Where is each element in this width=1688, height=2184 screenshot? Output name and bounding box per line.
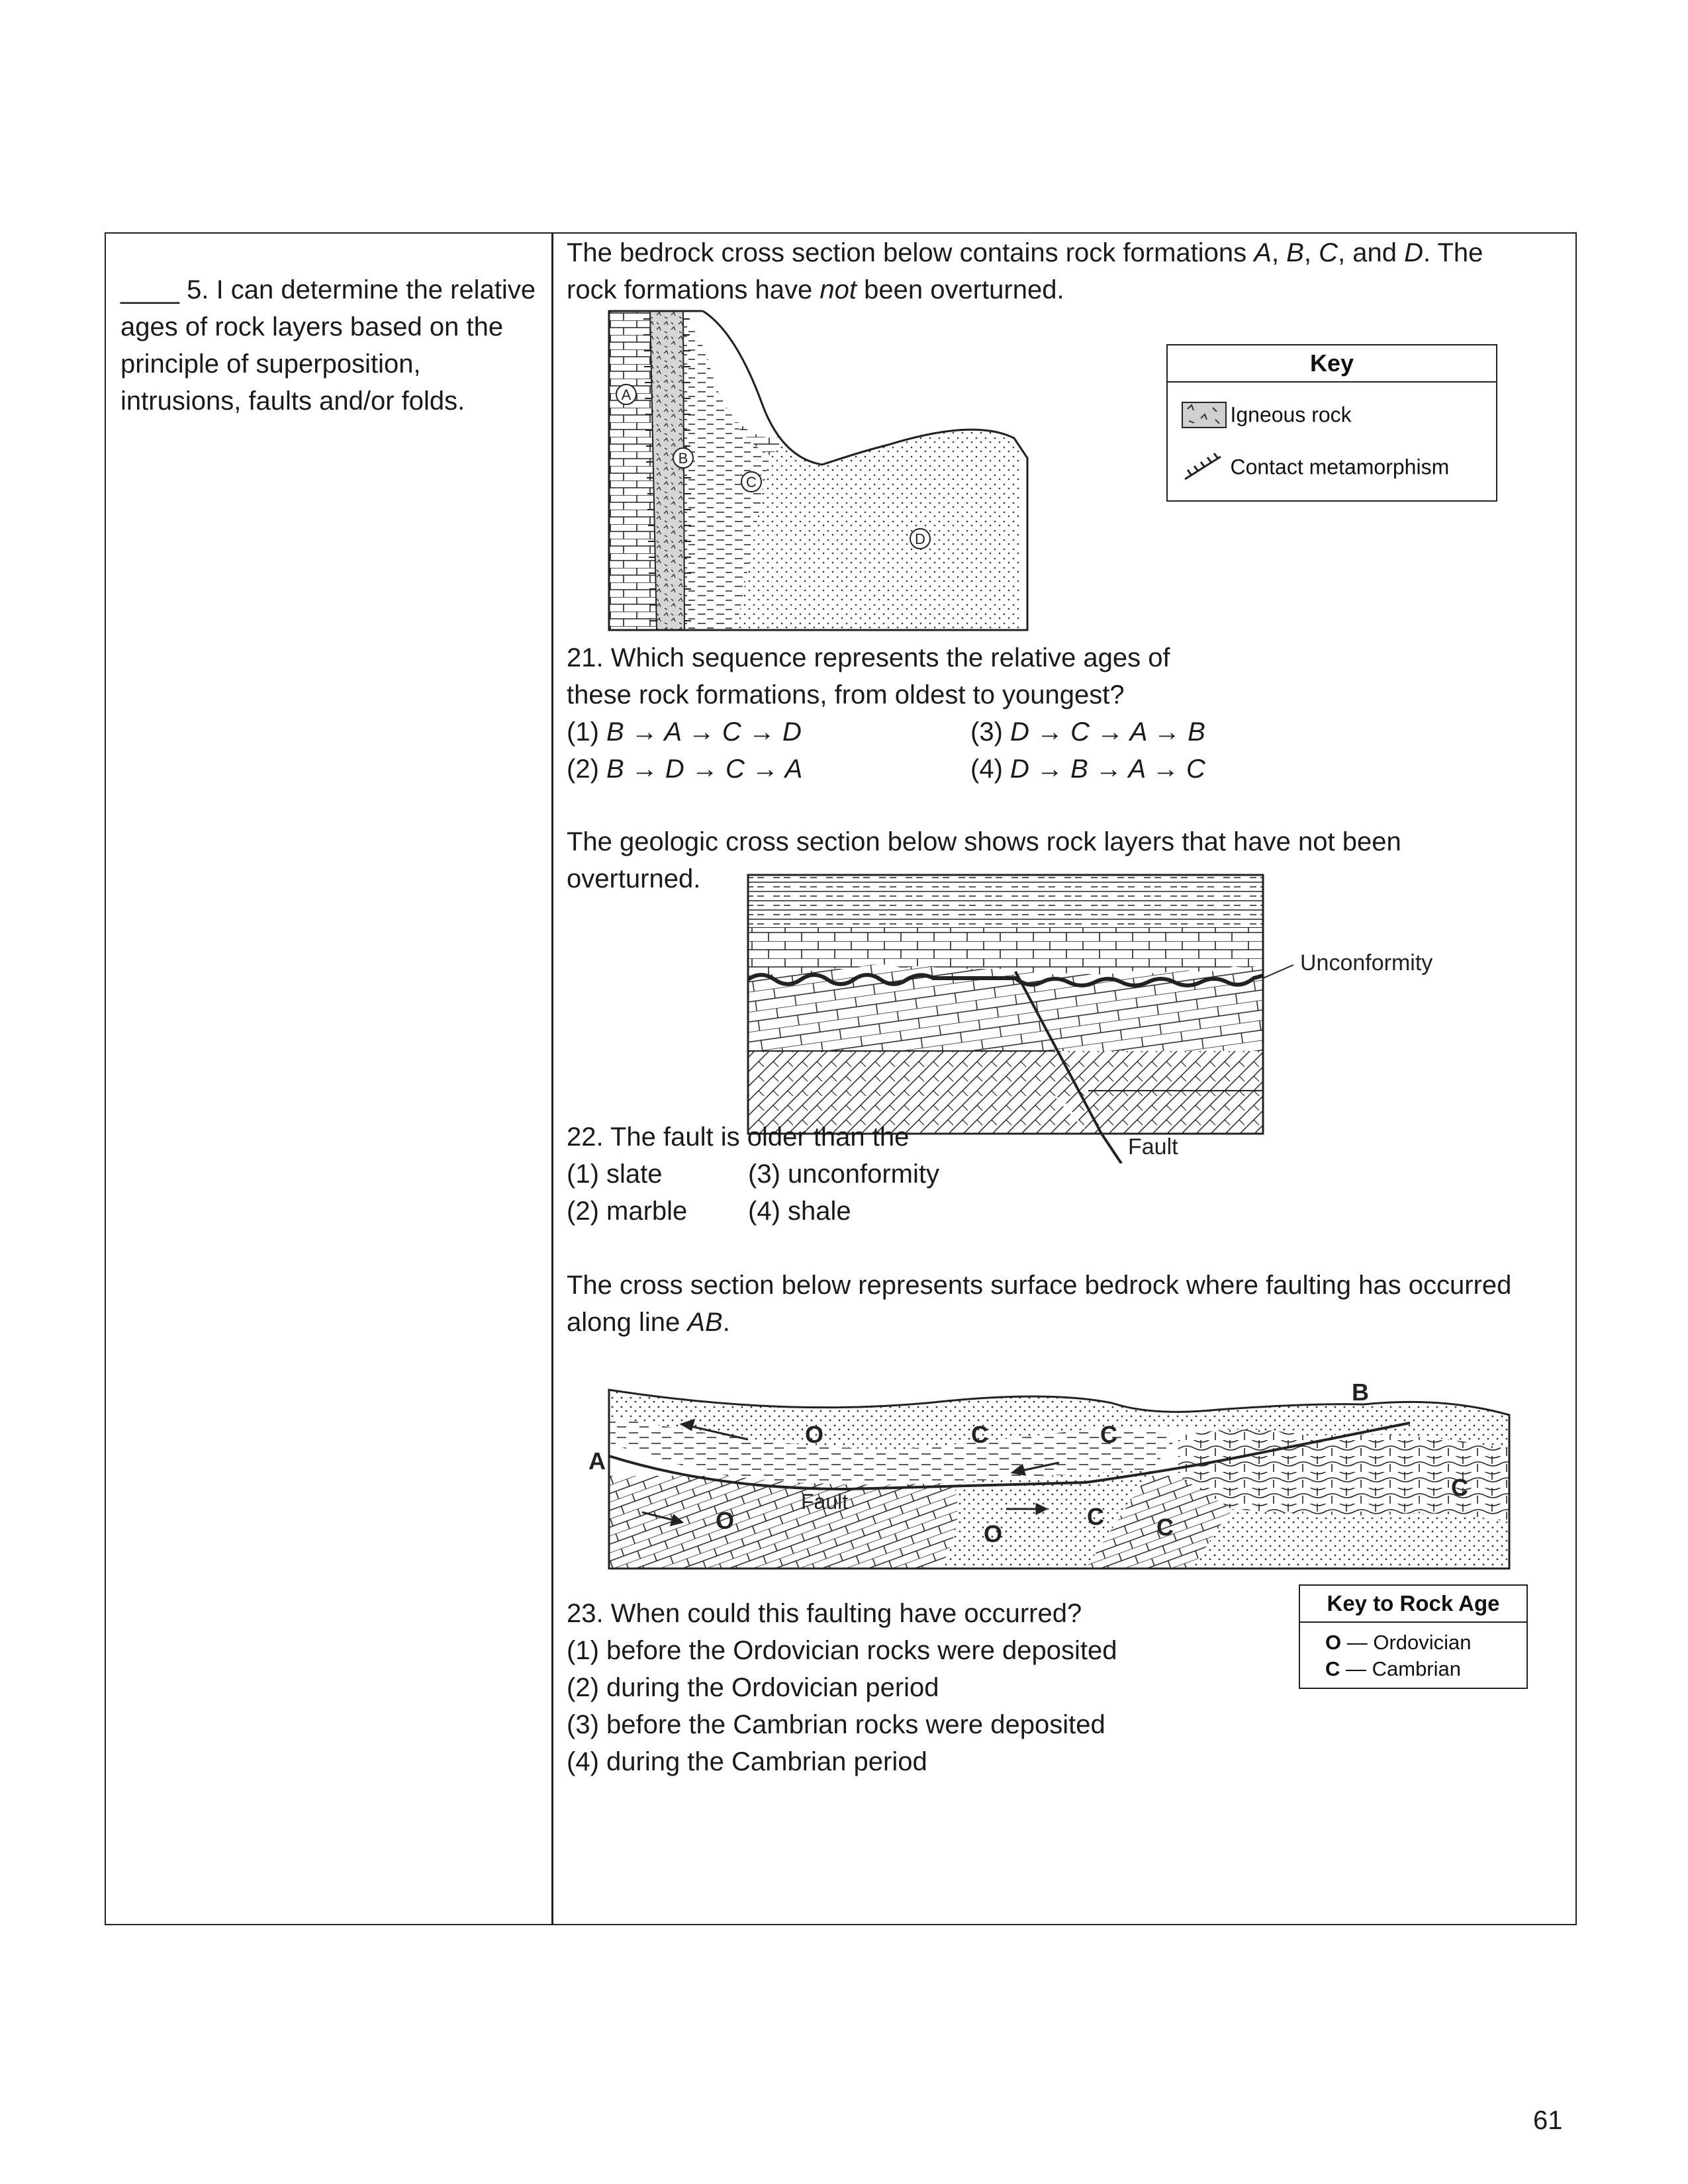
label-a: A [621,387,632,403]
q21-option-2[interactable]: (2) B → D → C → A [567,754,803,784]
q21-option-1[interactable]: (1) B → A → C → D [567,717,802,747]
objective-blank[interactable]: ____ [120,275,179,304]
rock-c-label-3: C [1087,1503,1104,1530]
question-21 [567,639,1560,713]
q23-line1: 23. When could this faulting have occurred? [567,1599,1082,1628]
section2-intro-line2: overturned. [567,864,701,893]
q21-option-3[interactable]: (3) D → C → A → B [970,717,1205,747]
q23-option-3[interactable]: (3) before the Cambrian rocks were deposited [567,1710,1105,1739]
rock-c-label-1: C [971,1421,988,1448]
question-22 [567,1118,909,1156]
rock-c-label-2: C [1100,1421,1117,1448]
objective-text: 5. I can determine the relative ages of rock layers based on the principle of superposition, intrusions, faults and/or folds. [120,275,536,416]
rock-age-key [1299,1584,1528,1689]
rock-c-label-4: C [1156,1514,1174,1541]
question-23 [567,1595,1117,1780]
q22-option-4[interactable]: (4) shale [748,1197,851,1226]
key-contact-label: Contact metamorphism [1230,455,1450,479]
q22-option-2[interactable]: (2) marble [567,1197,688,1226]
q21-line2: these rock formations, from oldest to youngest? [567,680,1125,709]
fault-label-3: Fault [801,1490,849,1514]
section1-intro-line2: rock formations have not been overturned. [567,275,1064,304]
label-b: B [678,450,688,467]
page-number: 61 [1533,2106,1563,2135]
q23-option-2[interactable]: (2) during the Ordovician period [567,1673,939,1702]
column-divider [551,232,553,1925]
key-ordovician: O — Ordovician [1325,1631,1472,1654]
key-igneous-label: Igneous rock [1230,402,1352,427]
section1-intro [567,234,1573,308]
rock-age-key-title: Key to Rock Age [1300,1586,1526,1623]
key-title: Key [1168,345,1496,383]
q23-option-1[interactable]: (1) before the Ordovician rocks were deposited [567,1636,1117,1665]
q21-option-4[interactable]: (4) D → B → A → C [970,754,1205,784]
fault-label: Fault [1128,1134,1178,1160]
key-box [1166,344,1497,502]
igneous-swatch-icon [1181,401,1227,429]
q22-option-3[interactable]: (3) unconformity [748,1160,939,1189]
rock-o-label-3: O [983,1520,1003,1547]
rock-o-label-2: O [715,1507,735,1534]
objective-cell [120,271,544,420]
label-c: C [746,474,757,490]
faulted-bedrock-cross-section [583,1377,1536,1575]
q21-line1: 21. Which sequence represents the relative ages of [567,643,1170,672]
contact-metamorphism-icon [1181,451,1227,483]
unconformity-label: Unconformity [1300,950,1433,976]
label-d: D [915,531,925,547]
point-a-label: A [588,1447,606,1475]
key-cambrian: C — Cambrian [1325,1657,1461,1680]
rock-c-label-5: C [1451,1474,1468,1501]
point-b-label: B [1352,1379,1369,1406]
q23-option-4[interactable]: (4) during the Cambrian period [567,1747,927,1776]
section3-intro-line1: The cross section below represents surface bedrock where faulting has occurred [567,1271,1512,1300]
bedrock-cross-section [604,306,1041,637]
section2-intro-line1: The geologic cross section below shows rock layers that have not been [567,827,1401,856]
section3-intro [567,1267,1573,1341]
rock-o-label-1: O [804,1421,824,1448]
q22-line1: 22. The fault is older than the [567,1122,910,1152]
q22-option-1[interactable]: (1) slate [567,1160,663,1189]
section1-intro-line1: The bedrock cross section below contains rock formations A, B, C, and D. The [567,238,1483,267]
section3-intro-line2: along line AB. [567,1308,730,1337]
